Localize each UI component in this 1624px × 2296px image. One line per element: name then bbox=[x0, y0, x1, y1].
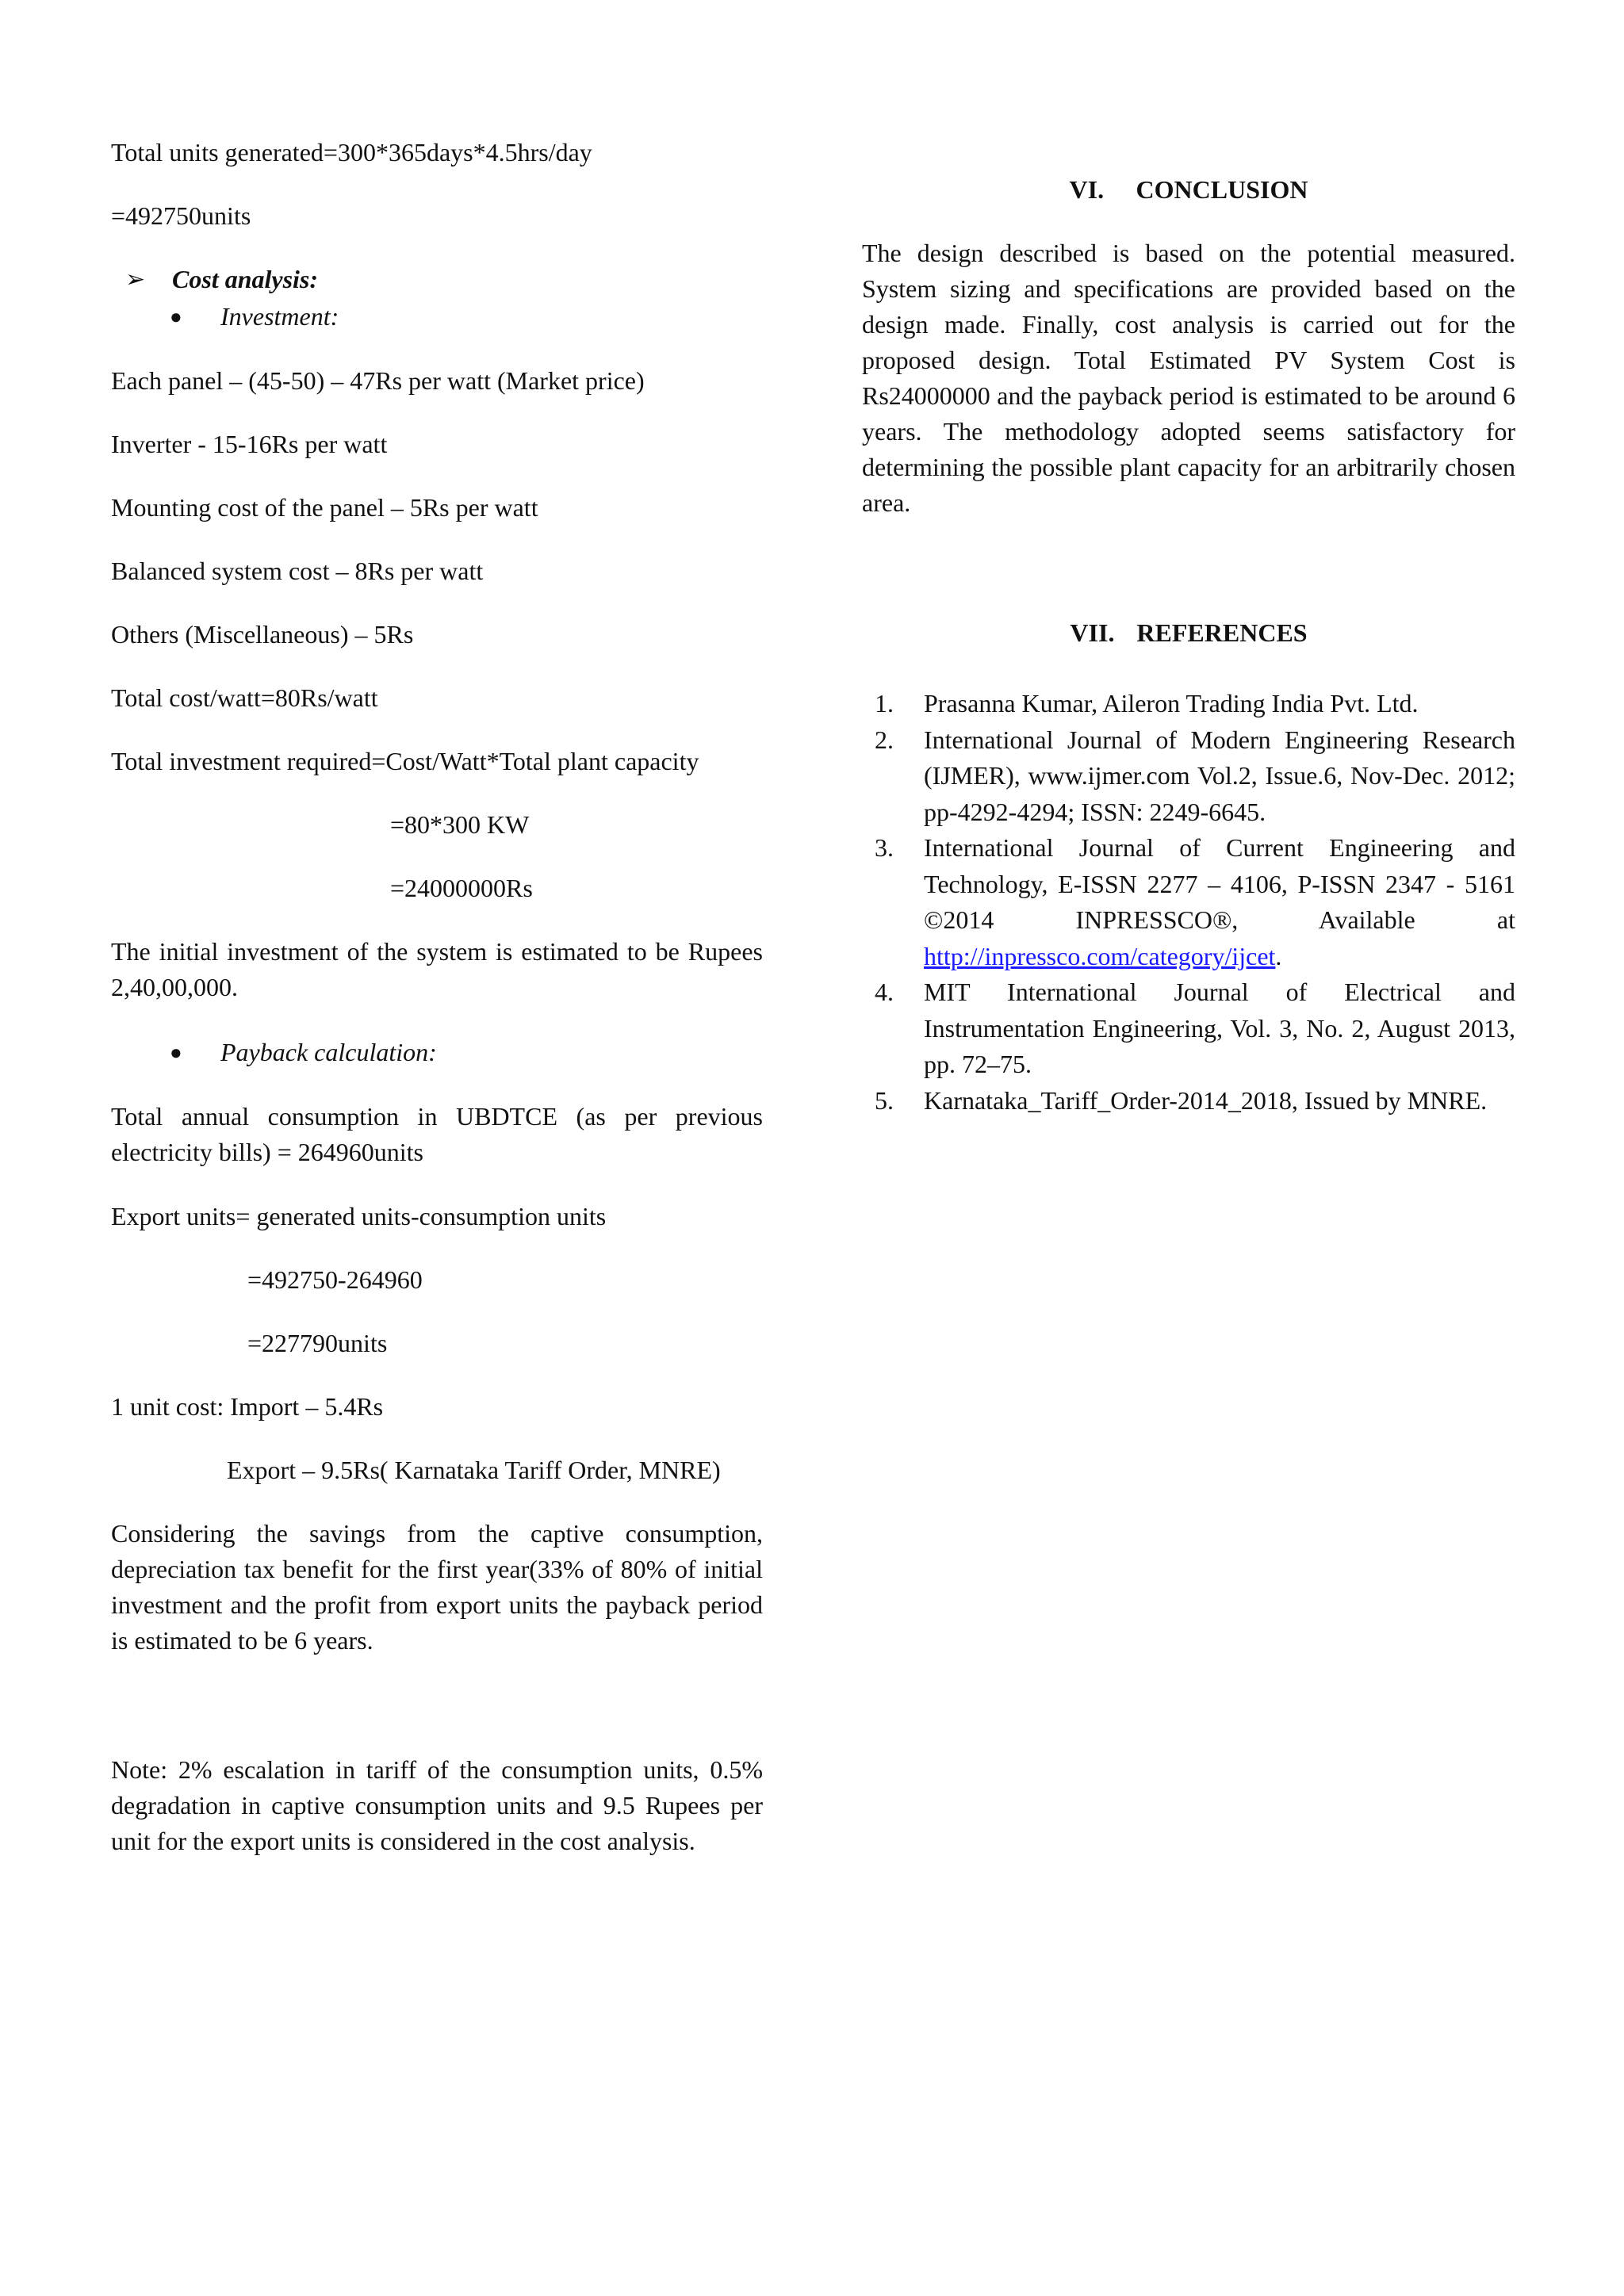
reference-item bbox=[862, 974, 1515, 1083]
cost-item: Each panel – (45-50) – 47Rs per watt (Market price) bbox=[111, 366, 645, 395]
references-list bbox=[862, 686, 1515, 1119]
reference-number: 2. bbox=[875, 725, 894, 754]
unit-cost-import: 1 unit cost: Import – 5.4Rs bbox=[111, 1392, 384, 1421]
bullet-icon: ● bbox=[170, 305, 182, 328]
reference-number: 1. bbox=[875, 689, 894, 718]
references-heading bbox=[862, 615, 1515, 651]
reference-number: 3. bbox=[875, 833, 894, 862]
cost-item: Inverter - 15-16Rs per watt bbox=[111, 430, 388, 458]
export-units-line: Export units= generated units-consumption units bbox=[111, 1202, 607, 1230]
cost-analysis-heading: Cost analysis: bbox=[172, 265, 319, 293]
reference-link-suffix: . bbox=[1275, 941, 1282, 970]
savings-paragraph: Considering the savings from the captive consumption, depreciation tax benefit for the first year(33% of 80% of initial investment and the profit from export units the payback period is estimated to be 6 years. bbox=[111, 1519, 763, 1655]
reference-text: International Journal of Current Engineering and Technology, E-ISSN 2277 – 4106, P-ISSN 2347 - 5161 ©2014 INPRESSCO®, Available at bbox=[924, 833, 1515, 934]
reference-item bbox=[862, 686, 1515, 722]
investment-paragraph: The initial investment of the system is estimated to be Rupees 2,40,00,000. bbox=[111, 937, 763, 1001]
bullet-icon: ● bbox=[170, 1041, 182, 1064]
reference-text: Prasanna Kumar, Aileron Trading India Pvt. Ltd. bbox=[924, 689, 1419, 718]
payback-heading: Payback calculation: bbox=[220, 1038, 437, 1066]
conclusion-paragraph: The design described is based on the potential measured. System sizing and specifications are provided based on the design made. Finally, cost analysis is carried out for the proposed design. Total Estimated PV System Cost is Rs24000000 and the payback period is estimated to be around 6 years. The methodology adopted seems satisfactory for determining the possible plant capacity for an arbitrarily chosen area. bbox=[862, 239, 1515, 517]
conclusion-title: CONCLUSION bbox=[1136, 175, 1308, 204]
cost-item: Total investment required=Cost/Watt*Total plant capacity bbox=[111, 747, 699, 775]
reference-item bbox=[862, 722, 1515, 831]
reference-text: Karnataka_Tariff_Order-2014_2018, Issued by MNRE. bbox=[924, 1085, 1488, 1115]
export-calc-1: =492750-264960 bbox=[247, 1265, 423, 1294]
unit-cost-export: Export – 9.5Rs( Karnataka Tariff Order, MNRE) bbox=[227, 1456, 721, 1484]
reference-text: International Journal of Modern Engineering Research (IJMER), www.ijmer.com Vol.2, Issue.6, Nov-Dec. 2012; pp-4292-4294; ISSN: 2249-6645. bbox=[924, 725, 1515, 826]
note-paragraph: Note: 2% escalation in tariff of the consumption units, 0.5% degradation in captive consumption units and 9.5 Rupees per unit for the export units is considered in the cost analysis. bbox=[111, 1755, 763, 1855]
consumption-paragraph: Total annual consumption in UBDTCE (as per previous electricity bills) = 264960units bbox=[111, 1102, 763, 1166]
references-title: REFERENCES bbox=[1136, 618, 1308, 647]
investment-calc-1: =80*300 KW bbox=[390, 810, 530, 839]
reference-item bbox=[862, 1083, 1515, 1119]
investment-calc-2: =24000000Rs bbox=[390, 874, 533, 902]
reference-number: 5. bbox=[875, 1085, 894, 1115]
references-section-number: VII. bbox=[1070, 618, 1115, 647]
conclusion-section-number: VI. bbox=[1069, 175, 1105, 204]
export-calc-2: =227790units bbox=[247, 1329, 388, 1357]
reference-text: MIT International Journal of Electrical and Instrumentation Engineering, Vol. 3, No. 2, August 2013, pp. 72–75. bbox=[924, 978, 1515, 1078]
reference-link[interactable]: http://inpressco.com/category/ijcet bbox=[924, 941, 1276, 970]
arrow-bullet-icon: ➢ bbox=[125, 266, 146, 293]
units-generated-result: =492750units bbox=[111, 201, 251, 230]
units-generated-line: Total units generated=300*365days*4.5hrs/day bbox=[111, 138, 592, 166]
reference-number: 4. bbox=[875, 978, 894, 1006]
cost-item: Total cost/watt=80Rs/watt bbox=[111, 683, 378, 712]
investment-heading: Investment: bbox=[220, 302, 339, 331]
cost-item: Others (Miscellaneous) – 5Rs bbox=[111, 620, 414, 649]
cost-item: Balanced system cost – 8Rs per watt bbox=[111, 557, 484, 585]
cost-item: Mounting cost of the panel – 5Rs per watt bbox=[111, 493, 538, 522]
conclusion-heading bbox=[862, 172, 1515, 208]
reference-item bbox=[862, 830, 1515, 974]
